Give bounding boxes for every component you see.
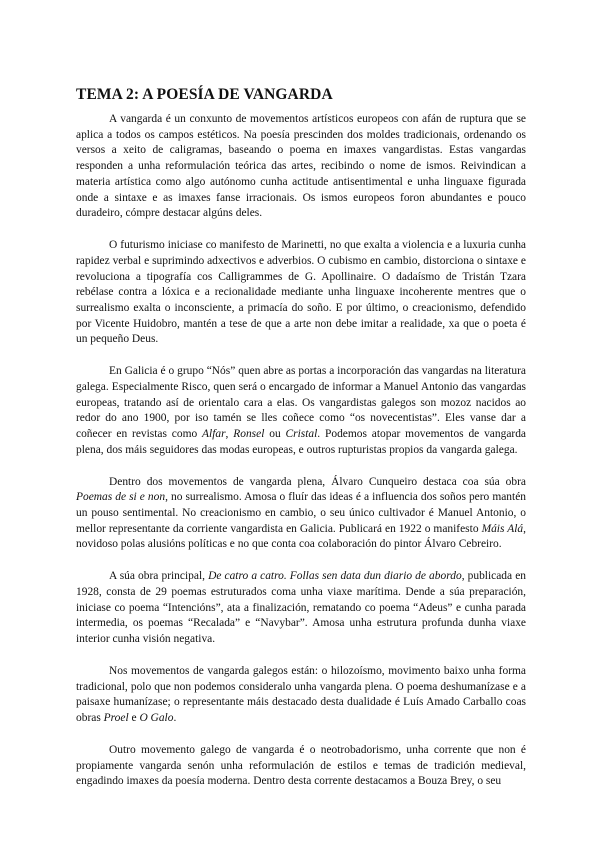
paragraph-text: , no surrealismo. Amosa o fluír das ideas é a influencia dos soños pero mantén un pouso sentimental. No creacionismo en cambio, o seu único cultivador é Manuel Antonio, o mellor representante da corriente vangardista en Galicia. Publicará en 1922 o manifesto (76, 491, 526, 535)
paragraph-text: Nos movementos de vangarda galegos están: o hilozoísmo, movimento baixo unha forma tradicional, polo que non podemos consideralo unha vangarda plena. O poema deshumanízase e a paisaxe humanízase; o representante máis destacado desta dualidade é Luís Amado Carballo coas obras (76, 665, 526, 725)
magazine-title-cristal: Cristal (285, 428, 318, 441)
page-title: TEMA 2: A POESÍA DE VANGARDA (76, 86, 333, 103)
work-title-poemas: Poemas de si e non (76, 491, 166, 504)
magazine-title-alfar: Alfar (202, 428, 226, 441)
work-title-mais-ala: Máis Alá (481, 522, 524, 535)
paragraph-text: A súa obra principal, (109, 570, 209, 583)
paragraph-full-vanguard (76, 475, 526, 554)
document-body (76, 112, 526, 790)
separator-text: ou (264, 428, 286, 441)
paragraph-european-isms: O futurismo iniciase co manifesto de Marinetti, no que exalta a violencia e a luxuria cunha rapidez verbal e suprimindo adxectivos e adverbios. O cubismo en cambio, distorciona o sintaxe e revoluciona a tipografía cos Calligrammes de G. Apollinaire. O dadaísmo de Tristán Tzara rebélase contra a lóxica e a recionalidade mediante unha linguaxe incoherente mentres que o surrealismo exalta o inconsciente, a primacía do soño. E por último, o creacionismo, defendido por Vicente Huidobro, mantén a tese de que a arte non debe imitar a realidade, xa que o poeta é un pequeño Deus. (76, 239, 526, 346)
paragraph-text: , publicada en 1928, consta de 29 poemas estruturados coma unha viaxe marítima. Dende a súa preparación, iniciase co poema “Intencións”, ata a finalización, rematando co poema “Adeus” e cunha parada intermedia, os poemas “Recalada” e “Navybar”. Amosa unha estrutura profunda dunha viaxe interior cunha visión negativa. (76, 570, 526, 646)
separator-text: e (128, 712, 140, 725)
work-title-o-galo: O Galo (139, 712, 174, 725)
paragraph-galician-movements (76, 664, 526, 727)
paragraph-galicia-nos (76, 364, 526, 458)
work-title-proel: Proel (103, 712, 129, 725)
separator-text: , (225, 428, 234, 441)
paragraph-text: En Galicia é o grupo “Nós” quen abre as portas a incorporación das vangardas na literatura galega. Especialmente Risco, quen será o encargado de informar a Manuel Antonio das vangardas europeas, tratando así de orientalo cara a elas. Os vangardistas galegos son mozoz nacidos ao redor do ano 1900, por iso tamén se lles coñece como “os novecentistas”. Eles vanse dar a coñecer en revistas como (76, 365, 526, 441)
paragraph-text: . (173, 712, 177, 725)
paragraph-text: . Podemos atopar movementos de vangarda plena, dos máis seguidores das modas europeas, e outros rupturistas propios da vangarda galega. (76, 428, 526, 456)
magazine-title-ronsel: Ronsel (233, 428, 265, 441)
work-title-de-catro-a-catro: De catro a catro. Follas sen data dun diario de abordo (208, 570, 462, 583)
paragraph-vanguard-intro: A vangarda é un conxunto de movementos artísticos europeos con afán de ruptura que se aplica a todos os campos estéticos. Na poesía prescinden dos moldes tradicionais, ordenando os versos a xeito de caligramas, baseando o poema en imaxes vangardistas. Estas vangardas responden a unha reformulación teórica das artes, recibindo o nome de ismos. Reivindican a materia artística como algo autónomo cunha actitude antisentimental e unha linguaxe figurada onde a sintaxe e as imaxes fanse irracionais. Os ismos europeos foron abundantes e pouco duradeiro, cómpre destacar algúns deles. (76, 113, 526, 220)
paragraph-text: , novidoso polas alusións políticas e no que conta coa colaboración do pintor Álvaro Cebreiro. (76, 522, 526, 551)
paragraph-text: Dentro dos movementos de vangarda plena, Álvaro Cunqueiro destaca coa súa obra (109, 475, 526, 488)
paragraph-neotrobadorismo: Outro movemento galego de vangarda é o neotrobadorismo, unha corrente que non é propiamente vangarda senón unha reformulación de estilos e temas de tradición medieval, engadindo imaxes da poesía moderna. Dentro desta corrente destacamos a Bouza Brey, o seu (76, 744, 526, 788)
paragraph-main-work (76, 569, 526, 648)
